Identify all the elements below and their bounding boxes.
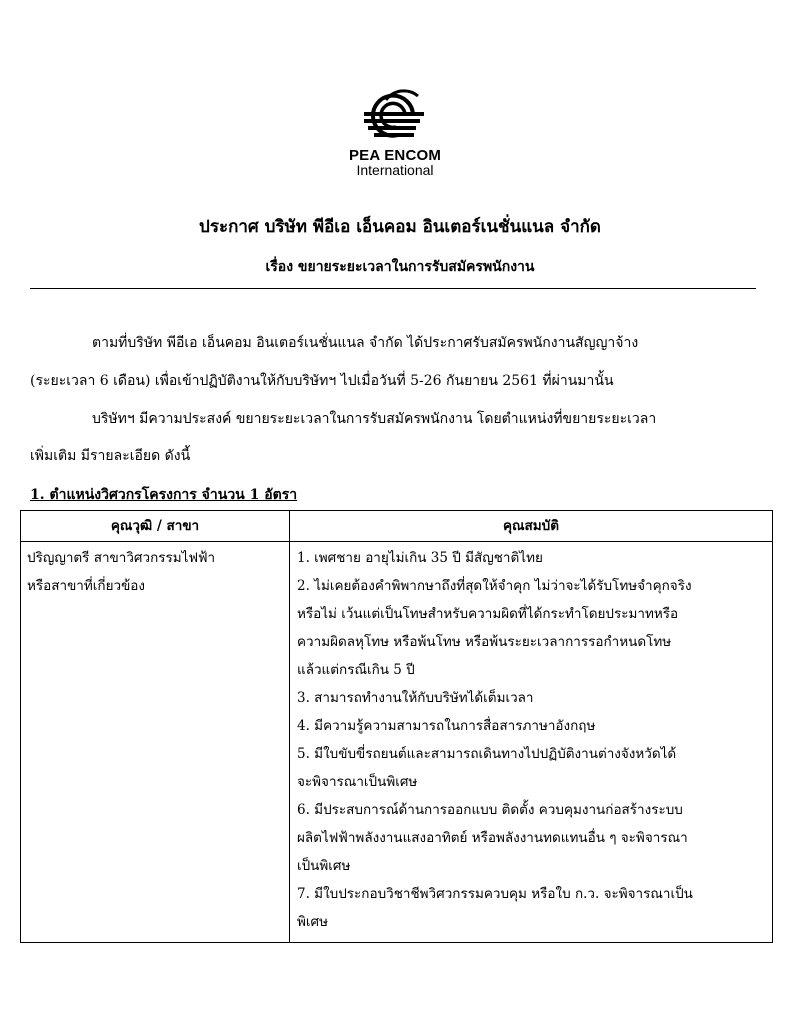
qualification-cell xyxy=(21,542,290,943)
requirement-line: 1. เพศชาย อายุไม่เกิน 35 ปี มีสัญชาติไทย xyxy=(297,550,543,566)
header-divider xyxy=(30,288,756,289)
requirement-line: 7. มีใบประกอบวิชาชีพวิศวกรรมควบคุม หรือใบ ก.ว. จะพิจารณาเป็น xyxy=(297,886,693,902)
requirement-item xyxy=(297,544,766,572)
pea-encom-emblem-icon xyxy=(358,82,432,148)
requirement-line: 2. ไม่เคยต้องคำพิพากษาถึงที่สุดให้จำคุก ไม่ว่าจะได้รับโทษจำคุกจริง xyxy=(297,578,692,594)
logo-subtitle: International xyxy=(356,162,434,178)
requirement-line: หรือไม่ เว้นแต่เป็นโทษสำหรับความผิดที่ได้กระทำโดยประมาทหรือ xyxy=(297,606,679,622)
qualification-line: หรือสาขาที่เกี่ยวข้อง xyxy=(27,578,145,594)
requirement-item xyxy=(297,880,766,936)
paragraph-2-line-2: เพิ่มเติม มีรายละเอียด ดังนี้ xyxy=(30,448,191,464)
table-row xyxy=(21,542,773,943)
qualification-line: ปริญญาตรี สาขาวิศวกรรมไฟฟ้า xyxy=(27,550,216,566)
announcement-title: ประกาศ บริษัท พีอีเอ เอ็นคอม อินเตอร์เนชั่นแนล จำกัด xyxy=(199,217,601,237)
col-requirements-header: คุณสมบัติ xyxy=(290,511,773,542)
requirement-line: 6. มีประสบการณ์ด้านการออกแบบ ติดตั้ง ควบคุมงานก่อสร้างระบบ xyxy=(297,802,683,818)
col-qualification-header: คุณวุฒิ / สาขา xyxy=(21,511,290,542)
requirement-item xyxy=(297,572,766,684)
requirement-item xyxy=(297,712,766,740)
paragraph-2-line-1: บริษัทฯ มีความประสงค์ ขยายระยะเวลาในการรับสมัครพนักงาน โดยตำแหน่งที่ขยายระยะเวลา xyxy=(92,411,657,427)
requirement-line: ความผิดลหุโทษ หรือพ้นโทษ หรือพ้นระยะเวลาการรอกำหนดโทษ xyxy=(297,634,672,650)
paragraph-1-line-2: (ระยะเวลา 6 เดือน) เพื่อเข้าปฏิบัติงานให้กับบริษัทฯ ไปเมื่อวันที่ 5-26 กันยายน 2561 ที่ผ่านมานั้น xyxy=(30,373,614,389)
logo-name: PEA ENCOM xyxy=(348,147,442,164)
announcement-subject: เรื่อง ขยายระยะเวลาในการรับสมัครพนักงาน xyxy=(265,259,535,275)
requirement-item xyxy=(297,740,766,796)
requirement-line: 3. สามารถทำงานให้กับบริษัทได้เต็มเวลา xyxy=(297,690,534,706)
requirement-item xyxy=(297,684,766,712)
requirement-line: พิเศษ xyxy=(297,914,328,930)
position-heading: 1. ตำแหน่งวิศวกรโครงการ จำนวน 1 อัตรา xyxy=(30,487,298,503)
requirements-table xyxy=(20,510,773,943)
requirement-line: จะพิจารณาเป็นพิเศษ xyxy=(297,774,418,790)
requirement-line: ผลิตไฟฟ้าพลังงานแสงอาทิตย์ หรือพลังงานทดแทนอื่น ๆ จะพิจารณา xyxy=(297,830,688,846)
company-logo xyxy=(330,82,460,192)
requirement-line: แล้วแต่กรณีเกิน 5 ปี xyxy=(297,662,415,678)
table-header-row xyxy=(21,511,773,542)
requirement-line: 5. มีใบขับขี่รถยนต์และสามารถเดินทางไปปฏิบัติงานต่างจังหวัดได้ xyxy=(297,746,677,762)
requirement-line: เป็นพิเศษ xyxy=(297,858,351,874)
requirements-cell xyxy=(290,542,773,943)
requirement-line: 4. มีความรู้ความสามารถในการสื่อสารภาษาอังกฤษ xyxy=(297,718,596,734)
requirement-item xyxy=(297,796,766,880)
paragraph-1-line-1: ตามที่บริษัท พีอีเอ เอ็นคอม อินเตอร์เนชั่นแนล จำกัด ได้ประกาศรับสมัครพนักงานสัญญาจ้าง xyxy=(92,335,639,351)
